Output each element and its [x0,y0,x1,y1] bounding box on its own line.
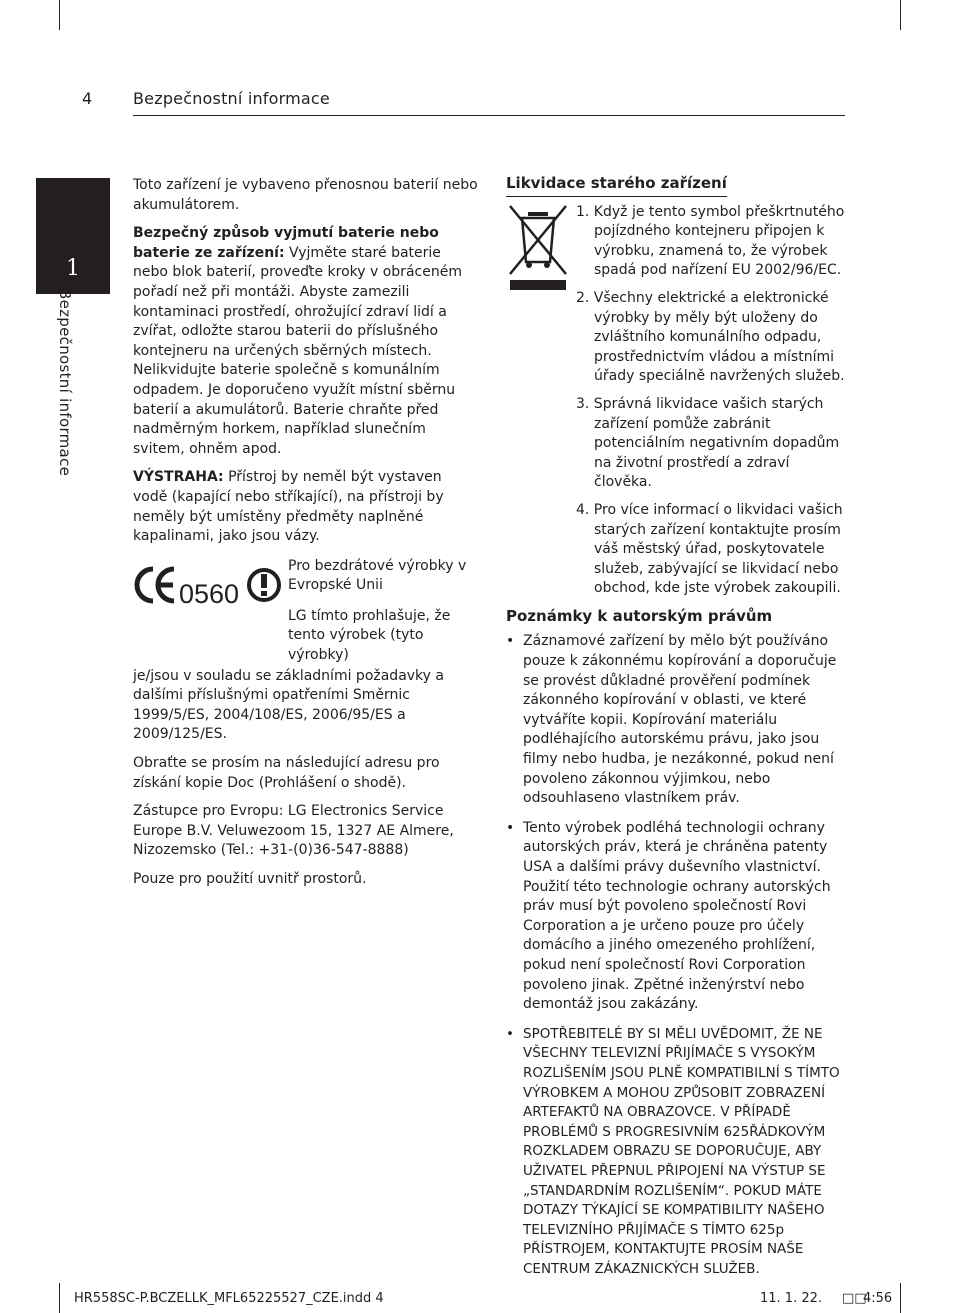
chapter-side-label: Bezpečnostní informace [56,289,74,477]
footer-time: 4:56 [863,1291,893,1306]
indoor-use-paragraph: Pouze pro použití uvnitř prostorů. [133,871,367,888]
footer-time-symbol: □□ [842,1291,867,1306]
list-item: 3. Správná likvidace vašich starých zařízení pomůže zabránit potenciálním negativním dopadům na životní prostředí a zdraví člověka. [576,395,840,491]
crop-mark [900,1283,901,1313]
disposal-title: Likvidace starého zařízení [506,174,727,197]
list-item: • Záznamové zařízení by mělo být používáno pouze k zákonnému kopírování a doporučuje se provést důkladné prověření podmínek zákonného kopírování v oblasti, ve které vytváříte kopii. Kopírování materiálu podléhajícího autorskému právu, jako jsou filmy nebo hudba, je nezákonné, pokud není povoleno zákonnou výjimkou, nebo odsouhlaseno vlastníkem práv. [506,632,851,808]
list-item: 4. Pro více informací o likvidaci vašich starých zařízení kontaktujte prosím váš městský úřad, poskytovatele služeb, zabývající se likvidací nebo obchod, kde jste výrobek zakoupili. [576,501,843,597]
warning-paragraph [133,468,478,546]
ce-notified-body-number: 0560 [179,578,240,607]
battery-removal-heading: Bezpečný způsob vyjmutí baterie nebo baterie ze zařízení: [133,225,439,261]
warning-label: VÝSTRAHA: [133,469,224,486]
disposal-list [576,203,851,599]
list-item: 1. Když je tento symbol přeškrtnutého pojízdného kontejneru připojen k výrobku, znamená to, že výrobek spadá pod nařízení EU 2002/96/EC. [576,203,845,279]
list-item: • SPOTŘEBITELÉ BY SI MĚLI UVĚDOMIT, ŽE NE VŠECHNY TELEVIZNÍ PŘIJÍMAČE S VYSOKÝM ROZLIŠENÍM JSOU PLNĚ KOMPATIBILNÍ S TÍMTO VÝROBKEM A MOHOU ZPŮSOBIT ZOBRAZENÍ ARTEFAKTŮ NA OBRAZOVCE. V PŘÍPADĚ PROBLÉMŮ S PROGRESIVNÍM 625ŘÁDKOVÝM ROZKLADEM OBRAZU SE DOPORUČUJE, ABY UŽIVATEL PŘEPNUL PŘIPOJENÍ NA VÝSTUP SE „STANDARDNÍM ROZLIŠENÍM“. POKUD MÁTE DOTAZY TÝKAJÍCÍ SE KOMPATIBILITY NAŠEHO TELEVIZNÍHO PŘIJÍMAČE S TÍMTO 625p PŘÍSTROJEM, KONTAKTUJTE PROSÍM NAŠE CENTRUM ZÁKAZNICKÝCH SLUŽEB. [506,1025,851,1280]
footer-date: 11. 1. 22. [760,1291,823,1306]
crop-mark [59,0,60,30]
chapter-tab [36,178,110,294]
battery-intro: Toto zařízení je vybaveno přenosnou baterií nebo akumulátorem. [133,177,478,213]
lg-declaration-start: LG tímto prohlašuje, že tento výrobek (tyto výrobky) [288,607,451,663]
chapter-number: 1 [66,256,80,281]
header-rule [133,115,845,116]
ce-eu-text: Pro bezdrátové výrobky v Evropské Unii [288,557,467,594]
crop-mark [59,1283,60,1313]
representative-paragraph: Zástupce pro Evropu: LG Electronics Service Europe B.V. Veluwezoom 15, 1327 AE Almere, Nizozemsko (Tel.: +31-(0)36-547-8888) [133,803,454,859]
lg-declaration-cont: je/jsou v souladu se základními požadavky a dalšími příslušnými opatřeními Směrnic 1999/5/ES, 2004/108/ES, 2006/95/ES a 2009/125/ES. [133,667,444,743]
ce-block [133,557,478,667]
warning-text: Přístroj by neměl být vystaven vodě (kapající nebo stříkající), na přístroji by neměly být umístěny předměty naplněné kapalinami, jako jsou vázy. [133,469,444,545]
left-column [133,176,478,899]
copyright-title: Poznámky k autorským právům [506,606,773,625]
crossed-bin-icon [506,202,570,292]
page-number: 4 [82,89,93,108]
copyright-list [506,632,851,1279]
disposal-section [506,174,851,599]
list-item: • Tento výrobek podléhá technologii ochrany autorských práv, která je chráněna patenty USA a dalšími právy duševního vlastnictví. Použití této technologie ochrany autorských práv musí být povoleno společností Rovi Corporation a je určeno pouze pro účely domácího a jiného omezeného prohlížení, pokud není společností Rovi Corporation povoleno jinak. Zpětné inženýrství nebo demontáž jsou zakázány. [506,819,851,1015]
contact-paragraph: Obraťte se prosím na následující adresu pro získání kopie Doc (Prohlášení o shodě). [133,755,440,791]
crop-mark [900,0,901,30]
right-column [506,174,851,1289]
battery-removal-text: Vyjměte staré baterie nebo blok baterií, proveďte kroky v obráceném pořadí než při montáži. Abyste zamezili kontaminaci prostředí, ohrožující zdraví lidí a zvířat, odložte starou baterii do příslušného kontejneru na určených sběrných místech. Nelikvidujte baterie společně s komunálním odpadem. Je doporučeno využít místní sběrnu baterií a akumulátorů. Baterie chraňte před nadměrným horkem, například slunečním svitem, ohněm apod. [133,244,462,457]
list-item: 2. Všechny elektrické a elektronické výrobky by měly být uloženy do zvláštního komunálního odpadu, prostřednictvím vládou a místními úřady speciálně navržených služeb. [576,289,845,385]
battery-removal [133,224,478,459]
footer-file: HR558SC-P.BCZELLK_MFL65225527_CZE.indd 4 [74,1291,384,1306]
ce-mark-icon [133,563,283,607]
section-title: Bezpečnostní informace [133,89,330,108]
